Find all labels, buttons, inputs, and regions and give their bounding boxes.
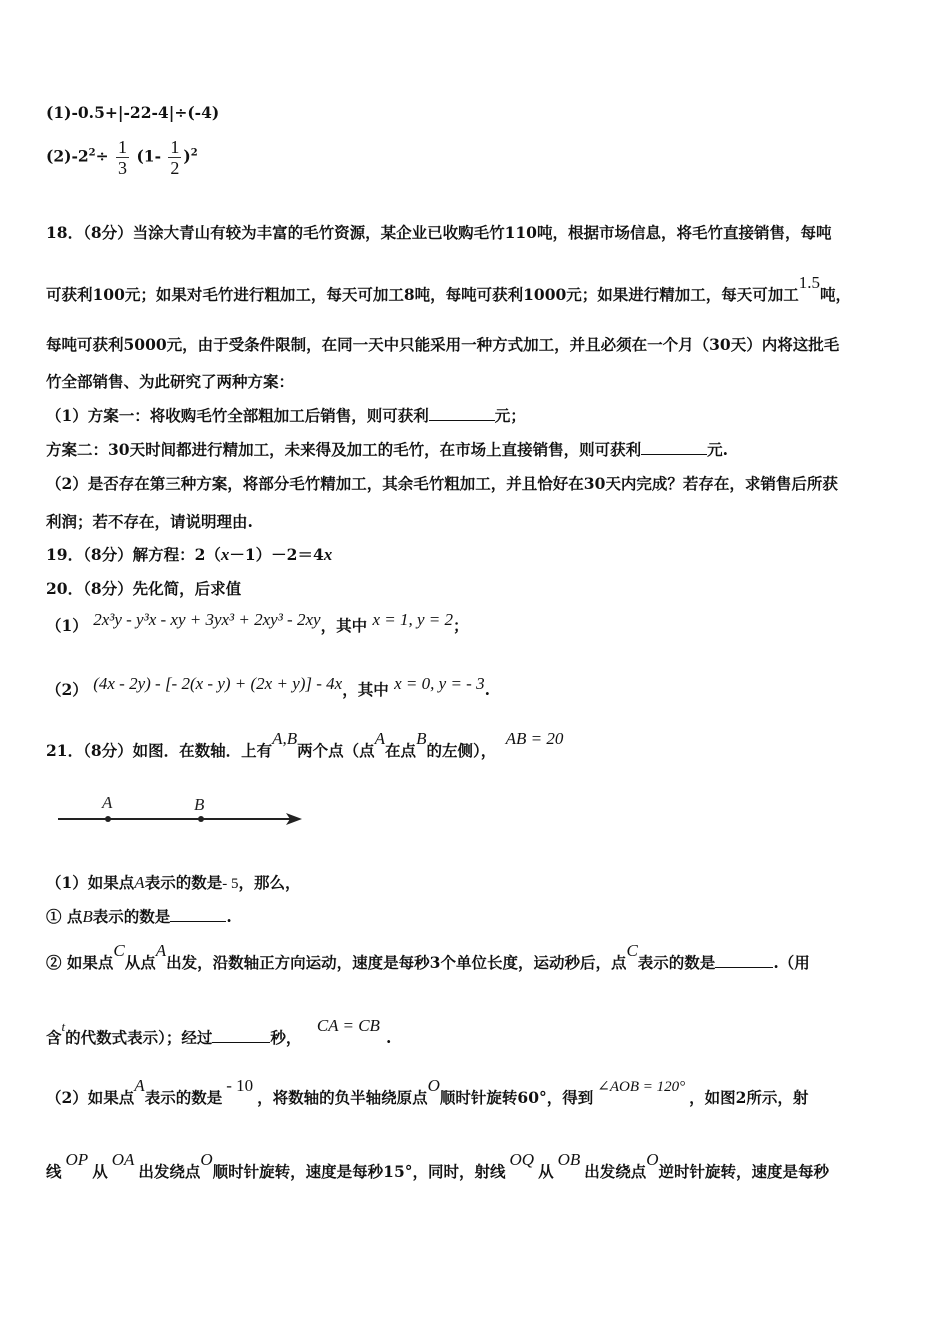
q21-s1-value: - 5 <box>222 876 239 892</box>
axis-label-b: B <box>194 795 205 814</box>
q21-ray-oq: OQ <box>509 1150 535 1169</box>
q21-s2c: . <box>226 907 232 926</box>
q21-s4b: 的代数式表示）；经过 <box>65 1028 213 1047</box>
q21-s5e: ，如图2所示，射 <box>689 1088 809 1107</box>
point-b-dot <box>198 816 204 822</box>
point-a-dot <box>105 816 111 822</box>
frac2-den: 2 <box>170 158 180 178</box>
q18-l5b: 元； <box>494 406 526 425</box>
q21-s5d: 顺时针旋转60°，得到 <box>439 1088 594 1107</box>
fraction-one-half <box>168 137 181 178</box>
p17-2-lead: (2)-2 <box>46 146 89 166</box>
q21-s5-O: O <box>427 1076 440 1095</box>
q21-s4c: 秒， <box>270 1028 302 1047</box>
q21-sub1-item2-cont <box>46 1016 392 1048</box>
q19-x2: x <box>323 545 333 564</box>
q21-s5b: 表示的数是 <box>144 1088 223 1107</box>
q21-s5-value: - 10 <box>226 1076 254 1095</box>
q18-l6b: 元. <box>707 440 728 459</box>
q21-s4-t: t <box>61 1019 66 1034</box>
answer-blank[interactable] <box>212 1028 270 1043</box>
q20-p1-end: ； <box>453 616 469 635</box>
q21-s3-C: C <box>113 941 125 960</box>
q21-s3e: .（用 <box>773 953 810 972</box>
q18-line3: 每吨可获利5000元，由于受条件限制，在同一天中只能采用一种方式加工，并且必须在一个月（30天）内将这批毛 <box>46 335 840 354</box>
p17-2-close-exp: 2 <box>190 147 198 159</box>
q21-l1c: 在点 <box>385 741 417 760</box>
q21-sub1-item1 <box>46 905 232 927</box>
q21-s3d: 表示的数是 <box>637 953 716 972</box>
q20-p1-expression: 2x³y - y³x - xy + 3yx³ + 2xy³ - 2xy <box>93 610 321 629</box>
frac1-den: 3 <box>118 158 128 178</box>
q21-s1a: （1）如果点 <box>46 873 135 892</box>
q18-rate-value: 1.5 <box>798 273 821 292</box>
frac2-num: 1 <box>170 137 180 157</box>
q18-l2a: 可获利100元；如果对毛竹进行粗加工，每天可加工8吨，每吨可获利1000元；如果进行精加工，每天可加工 <box>46 285 799 304</box>
q18-line7: （2）是否存在第三种方案，将部分毛竹精加工，其余毛竹粗加工，并且恰好在30天内完成？若存在，求销售后所获 <box>46 474 838 493</box>
q18-l2b: 吨， <box>820 285 852 304</box>
q20-title: 20．（8分）先化简，后求值 <box>46 579 242 598</box>
q21-sub2-cont <box>46 1150 830 1182</box>
q20-part2 <box>46 674 490 700</box>
answer-blank[interactable] <box>715 953 773 968</box>
q20-p2-expression: (4x - 2y) - [- 2(x - y) + (2x + y)] - 4x <box>93 674 343 693</box>
answer-blank[interactable] <box>429 406 495 421</box>
q21-s2a: ① 点 <box>46 907 83 926</box>
q20-part1 <box>46 610 469 636</box>
q20-p1-values: x = 1, y = 2 <box>372 610 454 629</box>
p17-2-div: ÷ <box>95 146 109 166</box>
q21-s1b: 表示的数是 <box>144 873 223 892</box>
q20-p2-values: x = 0, y = - 3 <box>394 674 485 693</box>
q21-s5a: （2）如果点 <box>46 1088 135 1107</box>
q21-s6a: 线 <box>46 1162 62 1181</box>
answer-blank[interactable] <box>641 440 707 455</box>
q19-x1: x <box>220 545 230 564</box>
q21-ray-op: OP <box>65 1150 89 1169</box>
q21-ca-cb-equation: CA = CB <box>316 1016 380 1035</box>
q21-s6f: 出发绕点 <box>584 1162 647 1181</box>
p17-part2 <box>46 137 198 178</box>
q20-p2-end: . <box>484 680 490 699</box>
q19-mid: －1）－2＝4 <box>229 545 324 564</box>
fraction-one-third <box>116 137 129 178</box>
q21-s6-O2: O <box>646 1150 659 1169</box>
axis-label-a: A <box>102 793 113 812</box>
q18-line6 <box>46 438 728 460</box>
q20-p1-where: ，其中 <box>320 616 368 635</box>
q19-text: 19．（8分）解方程：2（ <box>46 545 221 564</box>
q21-s4a: 含 <box>46 1028 62 1047</box>
p17-2-open: (1- <box>136 146 162 166</box>
q21-s1-A: A <box>134 873 145 892</box>
q21-l1d: 的左侧）， <box>426 741 497 760</box>
p17-2-exp: 2 <box>88 147 96 159</box>
q21-s6g: 逆时针旋转，速度是每秒 <box>658 1162 830 1181</box>
q21-s5c: ，将数轴的负半轴绕原点 <box>257 1088 428 1107</box>
q21-s3b: 从点 <box>124 953 156 972</box>
q21-l1a: 21．（8分）如图．在数轴．上有 <box>46 741 273 760</box>
q18-line2 <box>46 273 852 305</box>
q21-s6c: 出发绕点 <box>138 1162 201 1181</box>
q21-line1 <box>46 729 564 761</box>
q21-s6d: 顺时针旋转，速度是每秒15°，同时，射线 <box>212 1162 506 1181</box>
q21-ray-oa: OA <box>111 1150 135 1169</box>
q21-point-A: A <box>374 729 386 748</box>
q21-s6e: 从 <box>538 1162 554 1181</box>
q21-ab-length: AB = 20 <box>505 729 564 748</box>
q21-s6-O: O <box>200 1150 213 1169</box>
q21-s5-A: A <box>134 1076 145 1095</box>
q21-s3a: ② 如果点 <box>46 953 114 972</box>
q18-line8: 利润；若不存在，请说明理由. <box>46 512 253 531</box>
q21-s1c: ，那么， <box>238 873 301 892</box>
q21-point-B: B <box>416 729 427 748</box>
q18-line4: 竹全部销售、为此研究了两种方案： <box>46 372 295 391</box>
q20-p2-where: ，其中 <box>342 680 389 699</box>
q21-s3-A: A <box>155 941 167 960</box>
q21-s4d: . <box>385 1028 392 1047</box>
q18-line1: 18．（8分）当涂大青山有较为丰富的毛竹资源，某企业已收购毛竹110吨，根据市场信息，将毛竹直接销售，每吨 <box>46 223 832 242</box>
q20-p2-label: （2） <box>46 680 88 699</box>
q21-s3-C2: C <box>626 941 638 960</box>
p17-part1: (1)-0.5+|-22-4|÷(-4) <box>46 103 220 122</box>
q18-l5a: （1）方案一：将收购毛竹全部粗加工后销售，则可获利 <box>46 406 429 425</box>
q21-sub2 <box>46 1076 809 1108</box>
q21-s2-B: B <box>82 907 93 926</box>
q19-line <box>46 543 332 565</box>
frac1-num: 1 <box>118 137 128 157</box>
p17-2-close: ) <box>183 146 191 166</box>
answer-blank[interactable] <box>170 907 226 922</box>
q21-s2b: 表示的数是 <box>92 907 171 926</box>
q21-s6b: 从 <box>92 1162 108 1181</box>
q18-l6a: 方案二：30天时间都进行精加工，未来得及加工的毛竹，在市场上直接销售，则可获利 <box>46 440 642 459</box>
q21-points-AB: A,B <box>272 729 298 748</box>
q21-ray-ob: OB <box>557 1150 581 1169</box>
q21-s3c: 出发，沿数轴正方向运动，速度是每秒3个单位长度，运动秒后，点 <box>166 953 627 972</box>
q20-p1-label: （1） <box>46 616 88 635</box>
q21-angle-aob: ∠AOB = 120° <box>597 1079 686 1095</box>
q21-l1b: 两个点（点 <box>297 741 375 760</box>
q21-sub1 <box>46 871 300 893</box>
q18-line5 <box>46 404 526 426</box>
number-line-figure <box>56 790 306 832</box>
q21-sub1-item2 <box>46 941 810 973</box>
